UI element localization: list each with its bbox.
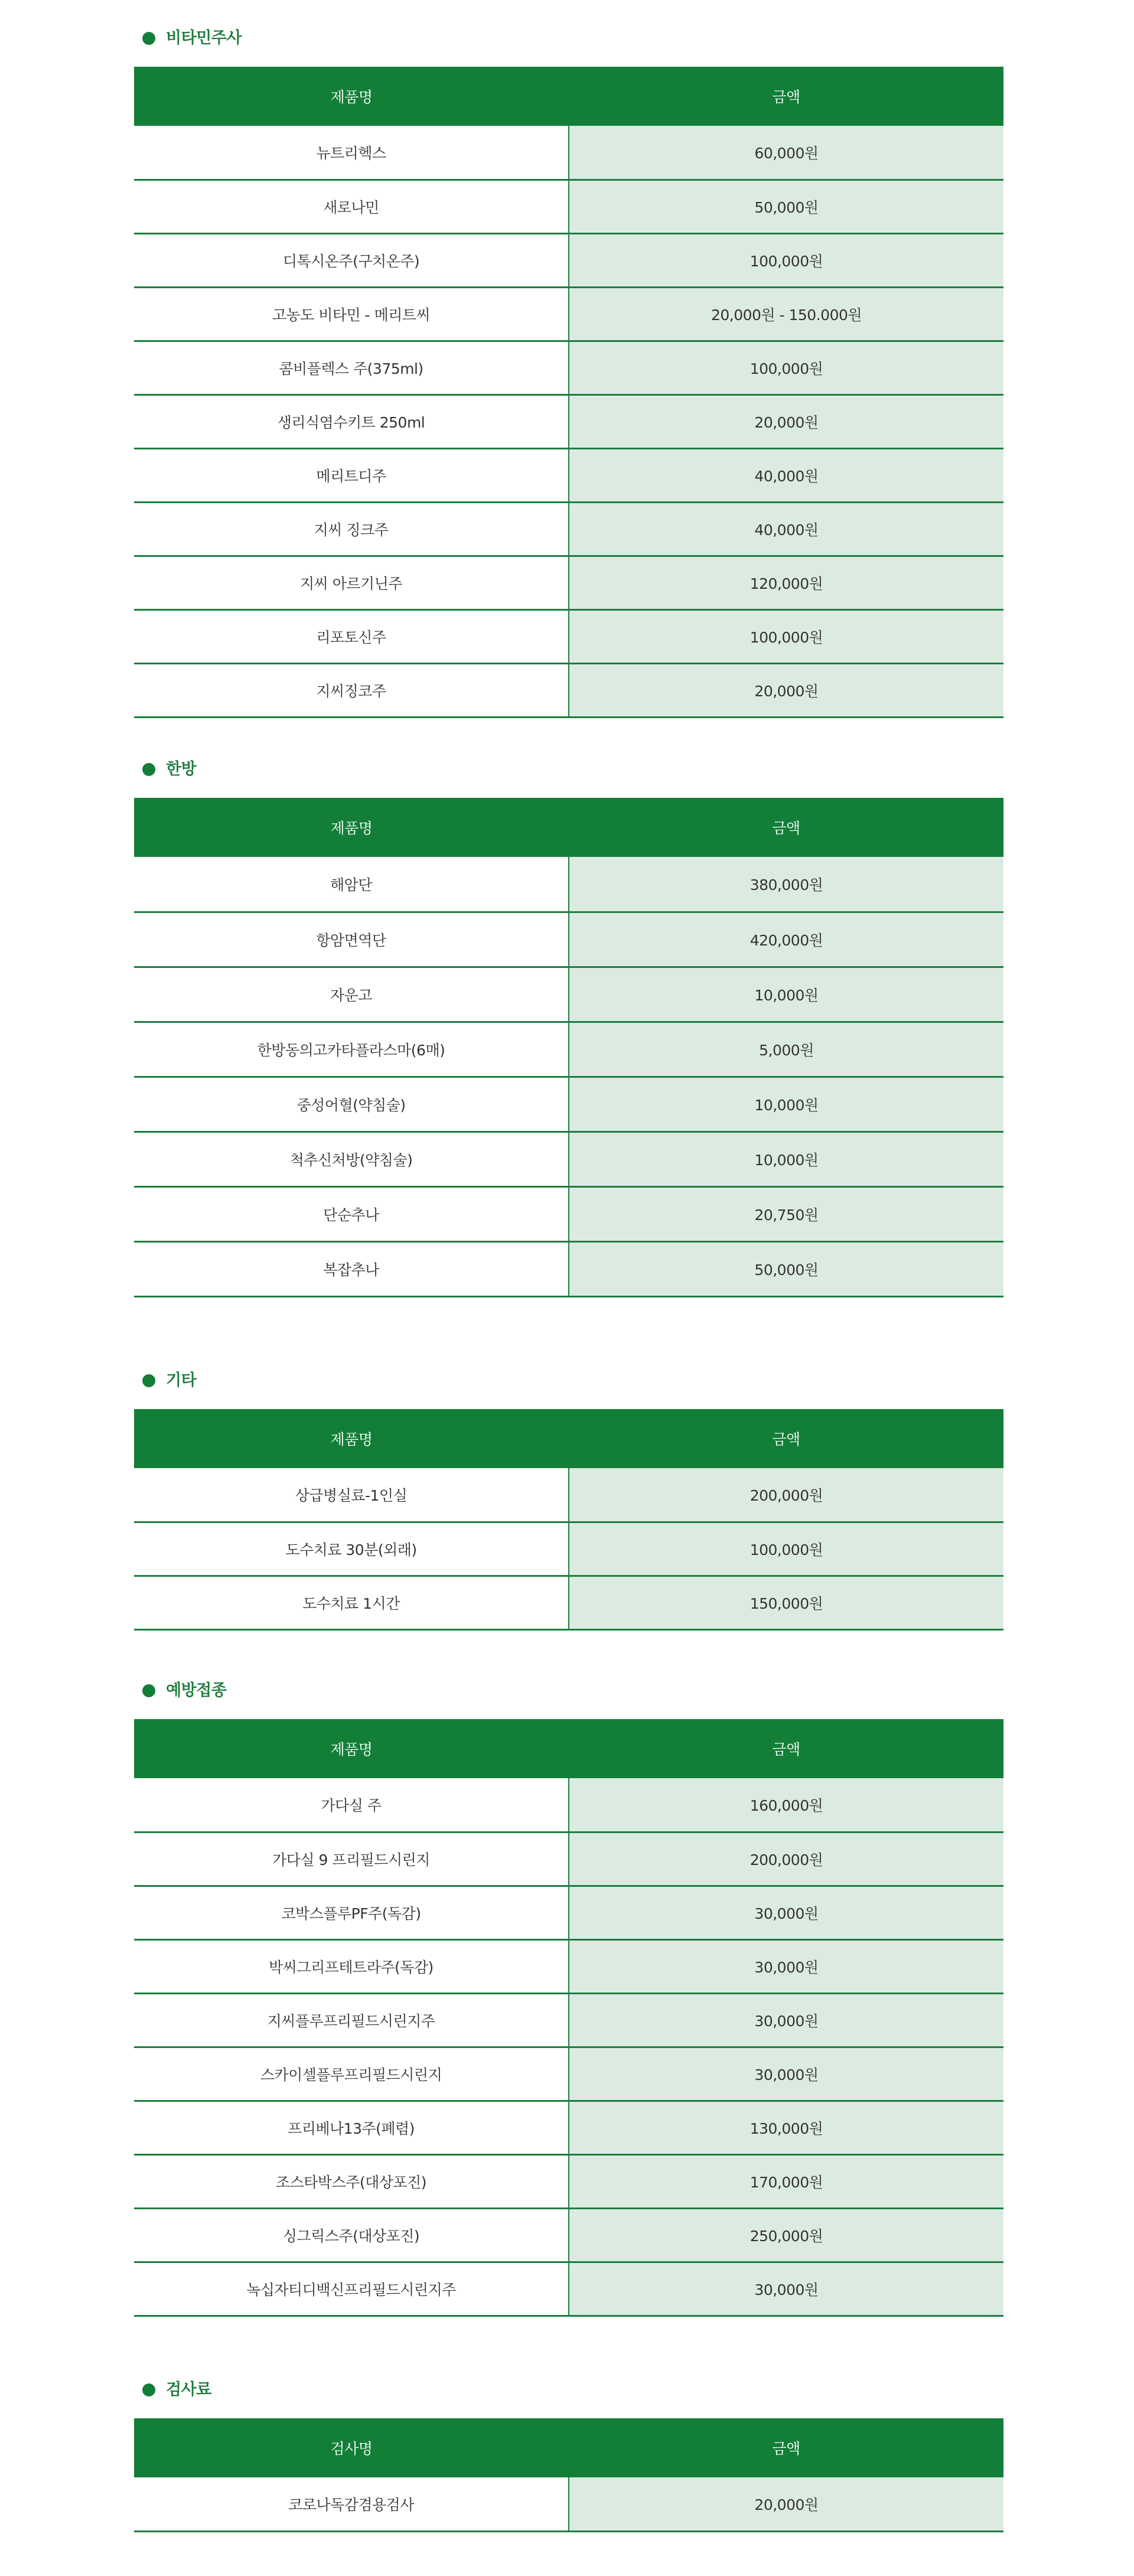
price-cell: 30,000원 <box>569 2047 1003 2101</box>
section-title <box>134 30 1003 47</box>
bullet-dot-icon <box>142 1374 155 1387</box>
price-cell: 150,000원 <box>569 1576 1003 1629</box>
price-cell: 50,000원 <box>569 1241 1003 1296</box>
price-cell: 40,000원 <box>569 448 1003 502</box>
table-row <box>134 2262 1003 2316</box>
table-row <box>134 1241 1003 1296</box>
price-cell: 100,000원 <box>569 341 1003 394</box>
product-name-cell: 콤비플렉스 주(375ml) <box>134 341 569 394</box>
price-table <box>134 67 1003 718</box>
section-etc <box>134 1371 1003 1612</box>
product-name-cell: 상급병실료-1인실 <box>134 1468 569 1522</box>
product-name-cell: 프리베나13주(폐렴) <box>134 2101 569 2154</box>
product-name-cell: 뉴트리헥스 <box>134 126 569 180</box>
product-name-cell: 지씨플루프리필드시린지주 <box>134 1993 569 2047</box>
price-cell: 30,000원 <box>569 1886 1003 1939</box>
table-row <box>134 609 1003 663</box>
section-title-label: 검사료 <box>166 2381 211 2399</box>
product-name-cell: 단순추나 <box>134 1186 569 1241</box>
table-row <box>134 233 1003 287</box>
price-table <box>134 1719 1003 2317</box>
table-row <box>134 1132 1003 1186</box>
table-row <box>134 1077 1003 1132</box>
table-row <box>134 1186 1003 1241</box>
section-title-label: 예방접종 <box>166 1681 227 1700</box>
price-cell: 30,000원 <box>569 1939 1003 1993</box>
price-table <box>134 1409 1003 1631</box>
price-cell: 120,000원 <box>569 556 1003 609</box>
product-name-cell: 스카이셀플루프리필드시린지 <box>134 2047 569 2101</box>
price-cell: 250,000원 <box>569 2208 1003 2262</box>
table-row <box>134 1522 1003 1576</box>
bullet-dot-icon <box>142 763 155 776</box>
product-name-cell: 지씨 징크주 <box>134 502 569 556</box>
column-header-price: 금액 <box>569 67 1003 126</box>
price-cell: 10,000원 <box>569 1077 1003 1132</box>
section-title <box>134 1682 1003 1700</box>
table-row <box>134 341 1003 394</box>
product-name-cell: 디톡시온주(구치온주) <box>134 233 569 287</box>
section-title <box>134 2381 1003 2399</box>
table-row <box>134 2047 1003 2101</box>
product-name-cell: 한방동의고카타플라스마(6매) <box>134 1022 569 1077</box>
price-cell: 100,000원 <box>569 233 1003 287</box>
table-row <box>134 2208 1003 2262</box>
section-title-label: 한방 <box>166 760 197 778</box>
bullet-dot-icon <box>142 1684 155 1697</box>
price-cell: 40,000원 <box>569 502 1003 556</box>
table-header-row <box>134 2418 1003 2477</box>
section-title-label: 비타민주사 <box>166 29 242 47</box>
product-name-cell: 코박스플루PF주(독감) <box>134 1886 569 1939</box>
table-row <box>134 1939 1003 1993</box>
product-name-cell: 녹십자티디백신프리필드시린지주 <box>134 2262 569 2316</box>
table-row <box>134 1993 1003 2047</box>
product-name-cell: 지씨 아르기닌주 <box>134 556 569 609</box>
price-cell: 20,000원 <box>569 394 1003 448</box>
product-name-cell: 가다실 9 프리필드시린지 <box>134 1832 569 1886</box>
table-row <box>134 2477 1003 2531</box>
price-cell: 30,000원 <box>569 1993 1003 2047</box>
table-row <box>134 1886 1003 1939</box>
table-row <box>134 502 1003 556</box>
column-header-name: 제품명 <box>134 67 569 126</box>
product-name-cell: 도수치료 1시간 <box>134 1576 569 1629</box>
product-name-cell: 고농도 비타민 - 메리트씨 <box>134 287 569 341</box>
price-cell: 380,000원 <box>569 857 1003 912</box>
table-row <box>134 180 1003 233</box>
price-cell: 10,000원 <box>569 1132 1003 1186</box>
price-cell: 10,000원 <box>569 967 1003 1022</box>
section-title <box>134 1372 1003 1390</box>
product-name-cell: 자운고 <box>134 967 569 1022</box>
price-table <box>134 2418 1003 2532</box>
product-name-cell: 조스타박스주(대상포진) <box>134 2154 569 2208</box>
product-name-cell: 지씨징코주 <box>134 663 569 717</box>
section-vaccination <box>134 1681 1003 2298</box>
bullet-dot-icon <box>142 32 155 45</box>
product-name-cell: 해암단 <box>134 857 569 912</box>
price-cell: 100,000원 <box>569 1522 1003 1576</box>
table-row <box>134 448 1003 502</box>
product-name-cell: 박씨그리프테트라주(독감) <box>134 1939 569 1993</box>
product-name-cell: 중성어혈(약침술) <box>134 1077 569 1132</box>
section-title <box>134 761 1003 778</box>
product-name-cell: 가다실 주 <box>134 1778 569 1832</box>
section-title-label: 기타 <box>166 1371 197 1390</box>
product-name-cell: 척추신처방(약침술) <box>134 1132 569 1186</box>
table-row <box>134 912 1003 967</box>
price-cell: 200,000원 <box>569 1832 1003 1886</box>
price-cell: 60,000원 <box>569 126 1003 180</box>
table-row <box>134 126 1003 180</box>
table-row <box>134 287 1003 341</box>
table-row <box>134 857 1003 912</box>
product-name-cell: 복잡추나 <box>134 1241 569 1296</box>
price-cell: 20,000원 <box>569 663 1003 717</box>
table-header-row <box>134 1409 1003 1468</box>
price-cell: 20,000원 <box>569 2477 1003 2531</box>
price-cell: 50,000원 <box>569 180 1003 233</box>
product-name-cell: 생리식염수키트 250ml <box>134 394 569 448</box>
price-cell: 20,000원 - 150.000원 <box>569 287 1003 341</box>
price-cell: 30,000원 <box>569 2262 1003 2316</box>
table-row <box>134 1576 1003 1629</box>
bullet-dot-icon <box>142 2383 155 2396</box>
column-header-name: 검사명 <box>134 2418 569 2477</box>
column-header-price: 금액 <box>569 1719 1003 1778</box>
table-row <box>134 1022 1003 1077</box>
table-header-row <box>134 67 1003 126</box>
table-row <box>134 2154 1003 2208</box>
price-cell: 420,000원 <box>569 912 1003 967</box>
column-header-price: 금액 <box>569 798 1003 857</box>
product-name-cell: 항암면역단 <box>134 912 569 967</box>
product-name-cell: 도수치료 30분(외래) <box>134 1522 569 1576</box>
price-table <box>134 798 1003 1297</box>
section-test-fees <box>134 2381 1003 2513</box>
price-cell: 20,750원 <box>569 1186 1003 1241</box>
product-name-cell: 싱그릭스주(대상포진) <box>134 2208 569 2262</box>
column-header-name: 제품명 <box>134 1409 569 1468</box>
price-cell: 160,000원 <box>569 1778 1003 1832</box>
product-name-cell: 메리트디주 <box>134 448 569 502</box>
table-header-row <box>134 798 1003 857</box>
table-row <box>134 1832 1003 1886</box>
price-cell: 130,000원 <box>569 2101 1003 2154</box>
table-row <box>134 967 1003 1022</box>
price-cell: 200,000원 <box>569 1468 1003 1522</box>
price-cell: 100,000원 <box>569 609 1003 663</box>
section-oriental-medicine <box>134 760 1003 1279</box>
column-header-name: 제품명 <box>134 1719 569 1778</box>
table-row <box>134 1468 1003 1522</box>
table-row <box>134 1778 1003 1832</box>
table-row <box>134 2101 1003 2154</box>
price-cell: 170,000원 <box>569 2154 1003 2208</box>
column-header-price: 금액 <box>569 2418 1003 2477</box>
price-cell: 5,000원 <box>569 1022 1003 1077</box>
section-vitamin-injection <box>134 29 1003 700</box>
table-row <box>134 663 1003 717</box>
table-row <box>134 394 1003 448</box>
product-name-cell: 리포토신주 <box>134 609 569 663</box>
column-header-name: 제품명 <box>134 798 569 857</box>
table-row <box>134 556 1003 609</box>
column-header-price: 금액 <box>569 1409 1003 1468</box>
product-name-cell: 코로나독감겸용검사 <box>134 2477 569 2531</box>
product-name-cell: 새로나민 <box>134 180 569 233</box>
table-header-row <box>134 1719 1003 1778</box>
